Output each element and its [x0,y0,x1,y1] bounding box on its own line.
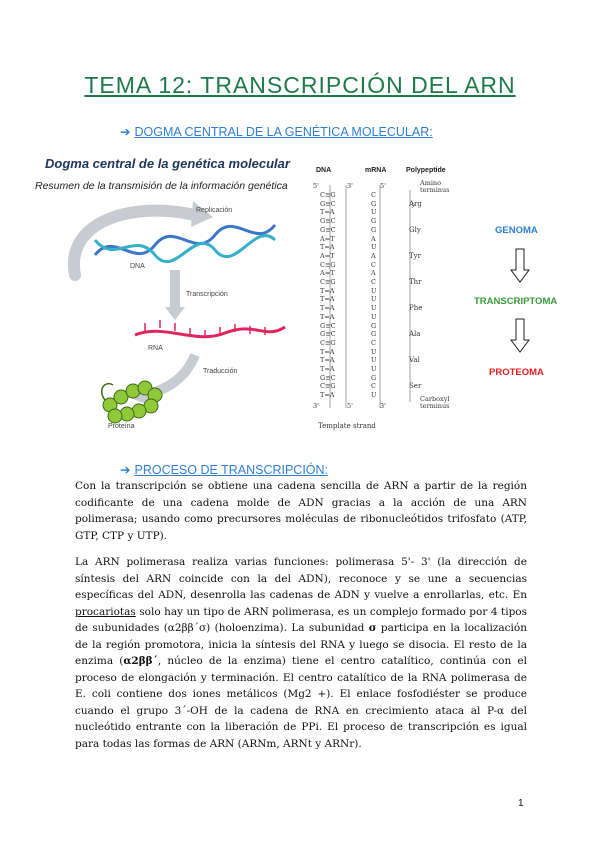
mrna-base: G [371,217,377,226]
transcription-arrow-head [165,307,185,320]
mrna-base: U [371,295,377,304]
dna-base-pair: G≡C [320,373,336,382]
section-heading-proceso [120,462,328,477]
dna-five-prime-bottom: 5' [347,402,353,410]
label-dna: DNA [130,263,145,270]
dna-base-pair: G≡C [320,225,336,234]
dna-base-pair: C≡G [320,382,336,391]
genome-label: GENOMA [495,225,538,236]
arrow-icon: ➔ [120,463,131,477]
amino-terminus: Amino terminus [420,179,450,194]
figure-title: Dogma central de la genética molecular [45,156,290,171]
down-arrow-icon [510,318,530,354]
mrna-base: G [371,330,377,339]
amino-acid: Ala [409,330,421,339]
table-header-dna: DNA [316,167,332,174]
paragraph-1: Con la transcripción se obtiene una cadena sencilla de ARN a partir de la región codificante de una cadena molde de ADN gracias a la acción de una ARN polimerasa; usando como precursores moléculas de ribonucleótidos trifosfato (ATP, GTP, CTP y UTP). [75,480,527,542]
table-header-polypeptide: Polypeptide [406,167,446,174]
underlined-term: procariotas [75,605,136,618]
mrna-base: A [371,251,376,260]
down-arrow-icon [510,248,530,284]
paragraph-2: La ARN polimerasa realiza varias funciones: polimerasa 5'- 3' (la dirección de síntesis del ARN coincide con la del ADN), reconoce y se une a secuencias específicas del ADN, desenrolla las cadenas de ADN y vuelve a enrollarlas, etc. En procariotas solo hay un tipo de ARN polimerasa, es un complejo formado por 4 tipos de subunidades (α2ββ´σ) (holoenzima). La subunidad σ participa en la localización de la región promotora, inicia la síntesis del RNA y luego se disocia. El resto de la enzima (α2ββ´, núcleo de la enzima) tiene el centro catalítico, continúa con el proceso de elongación y terminación. El centro catalítico de la RNA polimerasa de E. coli contiene dos iones metálicos (Mg2 +). El enlace fosfodiéster se produce cuando el grupo 3´-OH de la cadena de RNA en crecimiento ataca al P-α del nucleótido entrante con la liberación de PPi. El proceso de transcripción es igual para todas las formas de ARN (ARNm, ARNt y ARNr). [75,556,527,750]
label-transcription: Transcripción [186,291,228,298]
mrna-base: C [371,382,376,391]
dna-base-pair: T=A [320,356,335,365]
dna-five-prime-top: 5' [313,182,319,190]
dna-base-pair: T=A [320,312,335,321]
dna-base-pair: T=A [320,295,335,304]
dna-base-pair: A=T [320,251,335,260]
dna-base-pair: T=A [320,286,335,295]
page-number: 1 [518,798,524,809]
amino-acid: Phe [409,304,423,313]
dna-base-pair: G≡C [320,217,336,226]
label-rna: RNA [148,345,163,352]
amino-acid: Thr [409,278,422,286]
dna-base-pair: T=A [320,208,335,217]
dna-three-prime-bottom: 3' [313,402,319,410]
mrna-base: C [371,278,376,286]
dna-base-pair: C≡G [320,338,336,347]
mrna-base: U [371,312,377,321]
mrna-five-prime: 5' [380,182,386,190]
protein-tail [102,384,113,400]
mrna-three-prime: 3' [380,402,386,410]
amino-acid: Arg [409,199,422,208]
amino-acid: Gly [409,225,421,234]
dna-base-pair: C≡G [320,278,336,286]
section-label: PROCESO DE TRANSCRIPCIÓN: [134,463,329,477]
mrna-base: U [371,347,377,356]
template-strand-label: Template strand [318,422,376,430]
core-enzyme-formula: α2ββ´ [123,655,158,667]
replication-arrow-head [191,201,213,227]
dna-base-pair: C≡G [320,191,336,199]
mrna-base: U [371,365,377,373]
mrna-base: U [371,208,377,217]
rna-strand [135,327,285,337]
figure-subtitle: Resumen de la transmisión de la información genética [35,180,288,192]
dna-base-pair: T=A [320,365,335,373]
mrna-base: A [371,234,376,243]
amino-acid: Ser [409,382,422,391]
dna-base-pair: G≡C [320,330,336,339]
table-header-mrna: mRNA [365,167,387,174]
sigma-symbol: σ [368,622,377,634]
label-protein: Proteína [108,423,135,430]
central-dogma-illustration [35,195,300,430]
arrow-icon: ➔ [120,125,131,139]
mrna-base: G [371,225,377,234]
mrna-base: C [371,191,376,199]
section-heading-dogma [120,124,433,139]
mrna-base: U [371,304,377,313]
mrna-base: C [371,260,376,269]
label-translation: Traducción [203,368,238,375]
mrna-base: G [371,373,377,382]
dna-three-prime-top: 3' [347,182,353,190]
amino-acid: Tyr [409,251,421,260]
amino-acid: Val [409,356,420,365]
mrna-base: G [371,321,377,330]
dna-base-pair: A=T [320,234,335,243]
mrna-base: A [371,269,376,278]
mrna-base: C [371,338,376,347]
mrna-base: U [371,286,377,295]
dna-base-pair: T=A [320,243,335,252]
dna-base-pair: A=T [320,269,335,278]
page-title: TEMA 12: TRANSCRIPCIÓN DEL ARN [84,72,516,98]
carboxyl-terminus: Carboxyl terminus [420,395,450,410]
label-replication: Replicación [196,207,233,214]
dna-base-pair: G≡C [320,199,336,208]
mrna-base: U [371,356,377,365]
mrna-base: U [371,243,377,252]
transcriptome-label: TRANSCRIPTOMA [474,296,558,307]
dna-base-pair: T=A [320,304,335,313]
mrna-base: U [371,391,377,400]
dna-strand-1 [95,225,275,255]
mrna-base: G [371,199,377,208]
dna-base-pair: T=A [320,347,335,356]
proteome-label: PROTEOMA [489,367,544,378]
section-label: DOGMA CENTRAL DE LA GENÉTICA MOLECULAR: [134,125,433,139]
dna-base-pair: G≡C [320,321,336,330]
dna-base-pair: T=A [320,391,335,400]
dna-base-pair: C≡G [320,260,336,269]
